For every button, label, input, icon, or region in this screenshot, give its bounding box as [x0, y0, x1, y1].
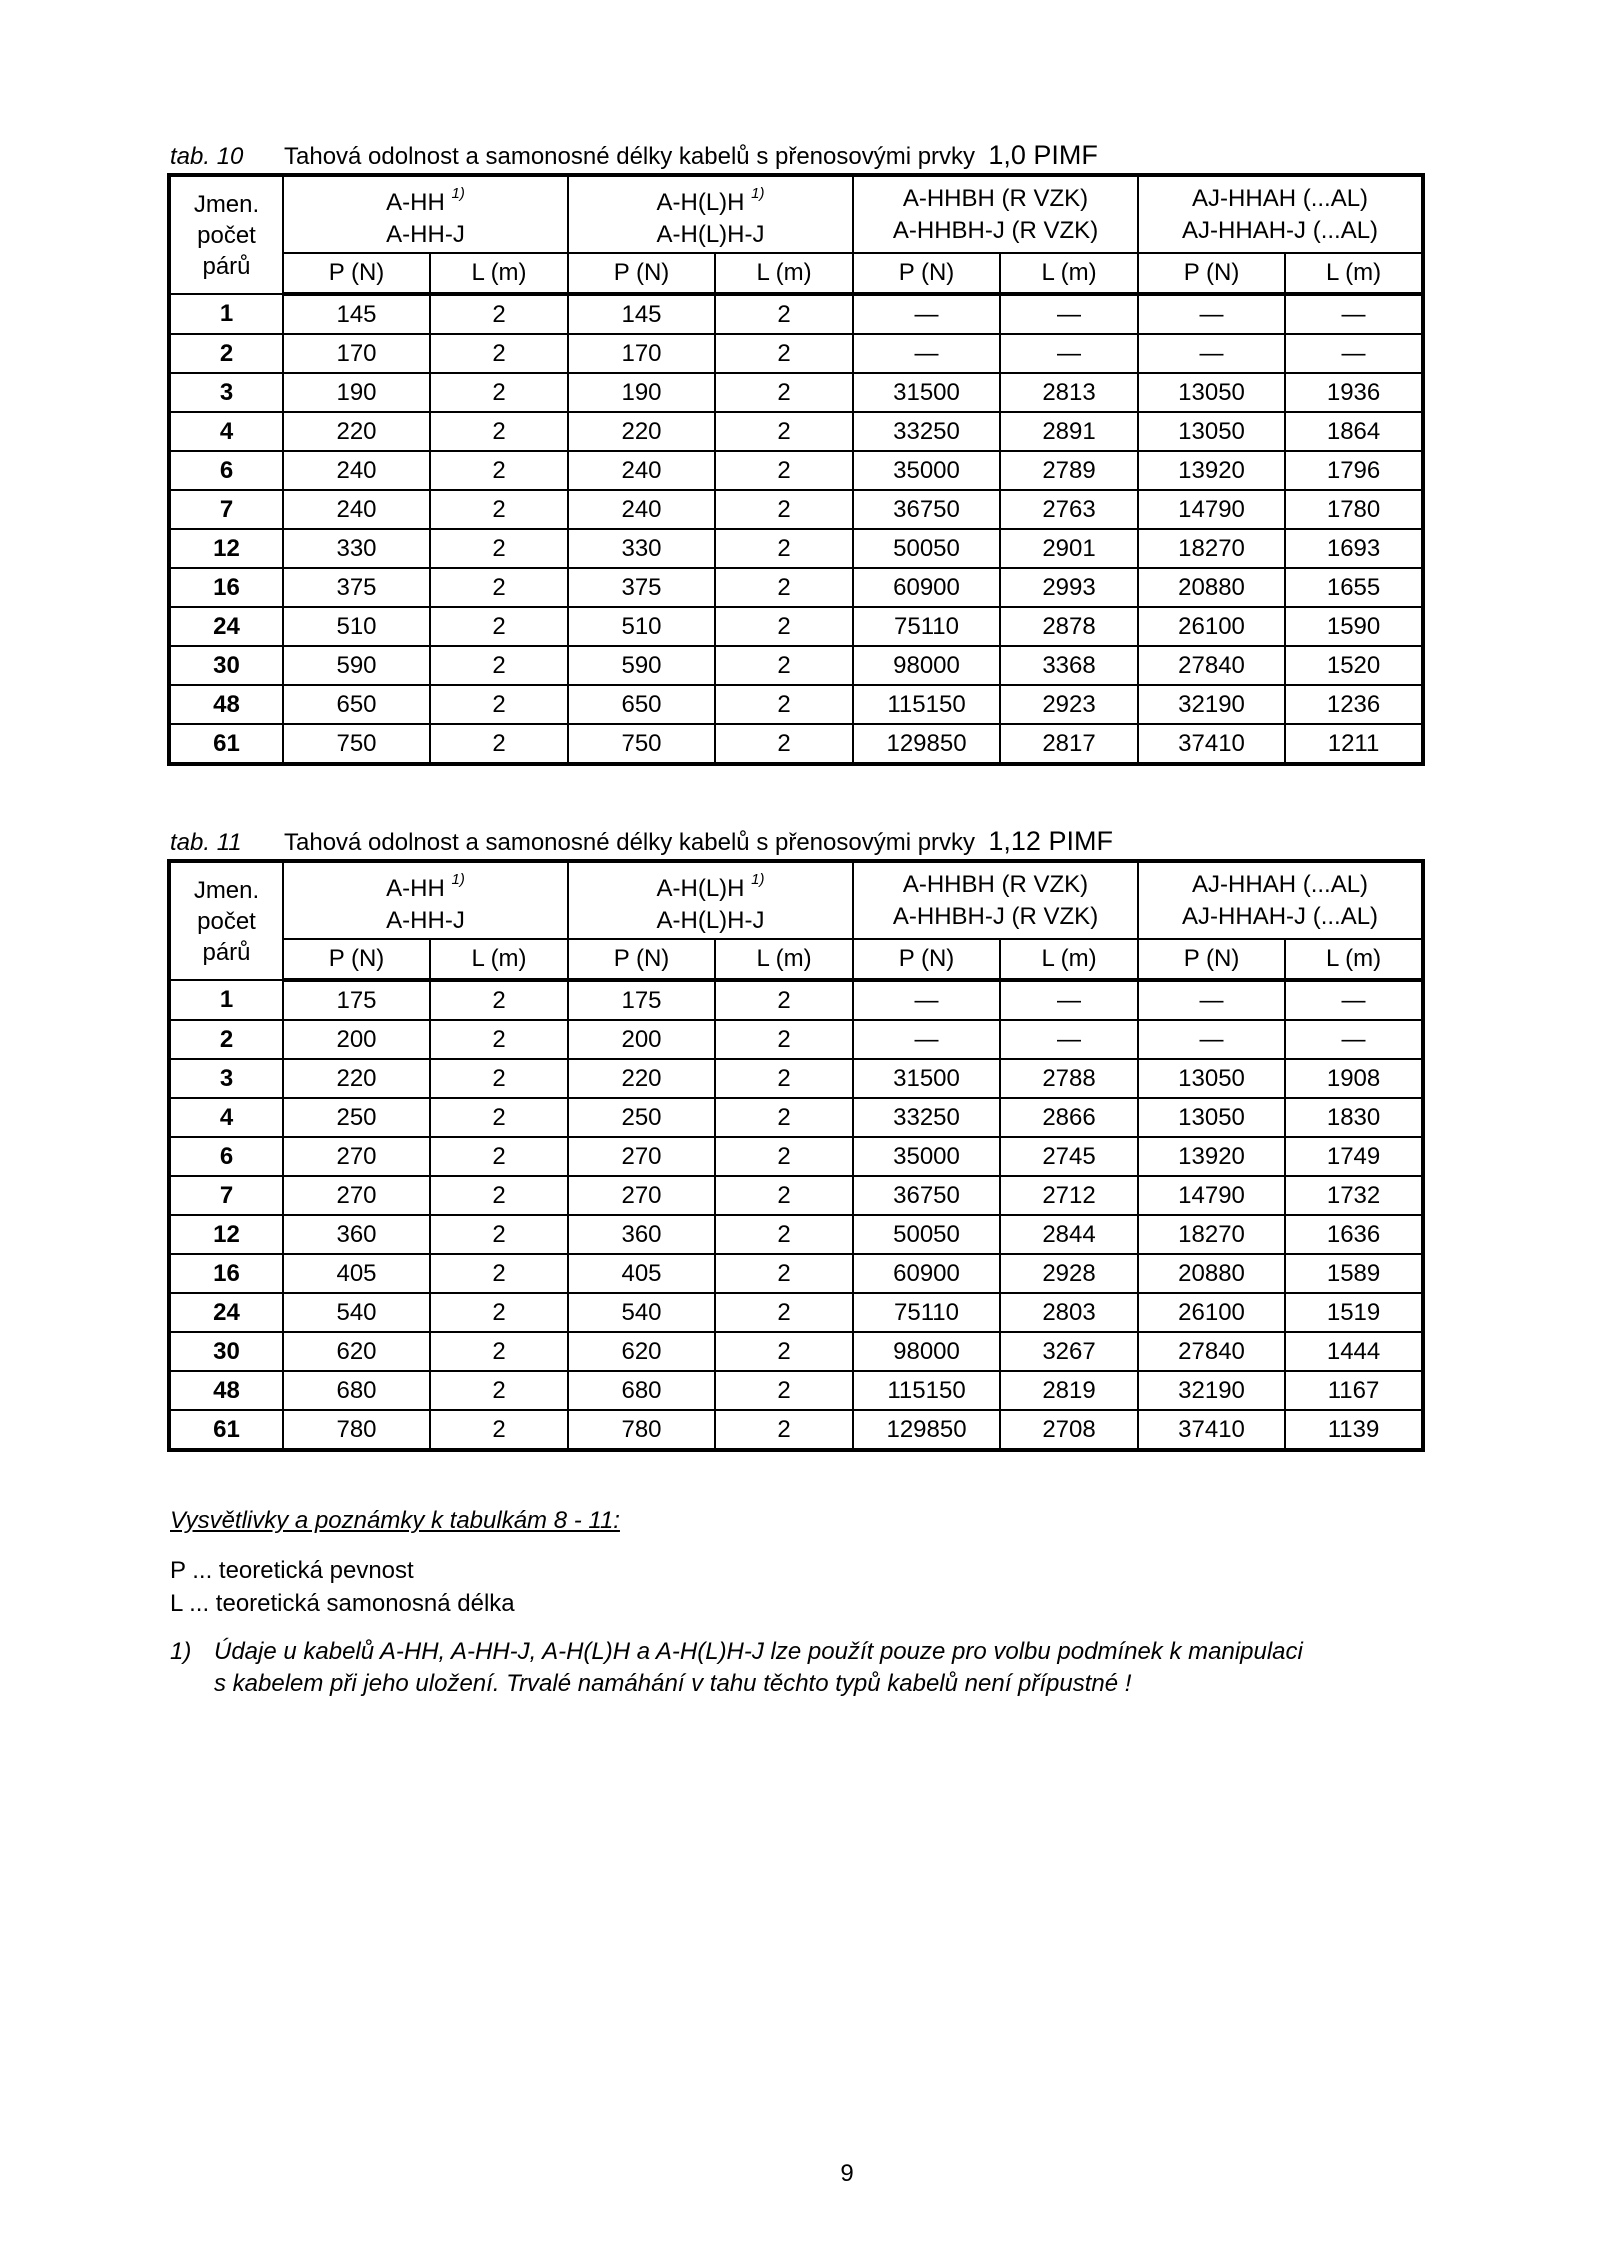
- table-row: [169, 373, 1423, 412]
- force-cell: 750: [568, 724, 715, 764]
- cable-type-header: A-H(L)H $^{1)}$ A-H(L)H-J: [568, 175, 853, 253]
- length-cell: —: [1000, 294, 1138, 334]
- table-row: [169, 334, 1423, 373]
- length-cell: 2993: [1000, 568, 1138, 607]
- length-cell: 2: [715, 1059, 853, 1098]
- force-cell: 405: [568, 1254, 715, 1293]
- length-cell: 2928: [1000, 1254, 1138, 1293]
- cable-table-11: [167, 859, 1425, 1452]
- force-cell: 375: [568, 568, 715, 607]
- length-cell: 2: [715, 490, 853, 529]
- pair-count-cell: 3: [169, 373, 283, 412]
- length-cell: 2844: [1000, 1215, 1138, 1254]
- force-cell: 330: [568, 529, 715, 568]
- force-cell: 32190: [1138, 685, 1285, 724]
- column-header-l: L (m): [715, 939, 853, 980]
- length-cell: 2: [430, 1098, 568, 1137]
- length-cell: —: [1285, 1020, 1423, 1059]
- force-cell: 35000: [853, 1137, 1000, 1176]
- length-cell: 2: [715, 529, 853, 568]
- length-cell: 2: [430, 1371, 568, 1410]
- table-row: [169, 1059, 1423, 1098]
- length-cell: 2: [430, 1254, 568, 1293]
- force-cell: 50050: [853, 1215, 1000, 1254]
- note-l: L ... teoretická samonosná délka: [170, 1590, 515, 1617]
- length-cell: 2866: [1000, 1098, 1138, 1137]
- footnote-line: s kabelem při jeho uložení. Trvalé namáhání v tahu těchto typů kabelů není přípustné !: [214, 1670, 1132, 1697]
- force-cell: 240: [568, 451, 715, 490]
- length-cell: 1444: [1285, 1332, 1423, 1371]
- column-header-p: P (N): [283, 939, 430, 980]
- force-cell: 650: [568, 685, 715, 724]
- force-cell: 18270: [1138, 529, 1285, 568]
- force-cell: 115150: [853, 685, 1000, 724]
- force-cell: 20880: [1138, 568, 1285, 607]
- table-row: [169, 568, 1423, 607]
- force-cell: 750: [283, 724, 430, 764]
- table-row: [169, 490, 1423, 529]
- pair-count-cell: 3: [169, 1059, 283, 1098]
- force-cell: 405: [283, 1254, 430, 1293]
- column-header-p: P (N): [283, 253, 430, 294]
- column-header-l: L (m): [430, 939, 568, 980]
- length-cell: 2803: [1000, 1293, 1138, 1332]
- length-cell: 2: [430, 412, 568, 451]
- column-header-p: P (N): [853, 939, 1000, 980]
- length-cell: 2: [430, 529, 568, 568]
- force-cell: 98000: [853, 1332, 1000, 1371]
- force-cell: 75110: [853, 607, 1000, 646]
- length-cell: 2: [430, 490, 568, 529]
- force-cell: 360: [568, 1215, 715, 1254]
- force-cell: 18270: [1138, 1215, 1285, 1254]
- pair-count-cell: 24: [169, 1293, 283, 1332]
- pair-count-cell: 16: [169, 1254, 283, 1293]
- column-header-l: L (m): [715, 253, 853, 294]
- pair-count-cell: 48: [169, 685, 283, 724]
- pair-count-cell: 2: [169, 1020, 283, 1059]
- force-cell: 37410: [1138, 724, 1285, 764]
- force-cell: 590: [283, 646, 430, 685]
- length-cell: 2: [715, 373, 853, 412]
- column-header-p: P (N): [1138, 253, 1285, 294]
- table-caption-text: Tahová odolnost a samonosné délky kabelů s přenosovými prvky: [284, 143, 976, 170]
- footnote-line: Údaje u kabelů A-HH, A-HH-J, A-H(L)H a A-H(L)H-J lze použít pouze pro volbu podmínek k manipulaci: [214, 1638, 1303, 1665]
- force-cell: —: [1138, 980, 1285, 1020]
- force-cell: 35000: [853, 451, 1000, 490]
- force-cell: 590: [568, 646, 715, 685]
- force-cell: 190: [283, 373, 430, 412]
- table-row: [169, 980, 1423, 1020]
- length-cell: 2: [430, 607, 568, 646]
- force-cell: 200: [283, 1020, 430, 1059]
- force-cell: 14790: [1138, 1176, 1285, 1215]
- length-cell: 2: [430, 1020, 568, 1059]
- force-cell: 220: [568, 412, 715, 451]
- table-caption-text: Tahová odolnost a samonosné délky kabelů s přenosovými prvky: [284, 829, 976, 856]
- pair-count-cell: 12: [169, 529, 283, 568]
- force-cell: 220: [283, 1059, 430, 1098]
- note-p: P ... teoretická pevnost: [170, 1557, 414, 1584]
- length-cell: 2891: [1000, 412, 1138, 451]
- force-cell: 175: [568, 980, 715, 1020]
- table-row: [169, 1254, 1423, 1293]
- length-cell: 2: [430, 724, 568, 764]
- force-cell: 510: [568, 607, 715, 646]
- length-cell: 2: [715, 412, 853, 451]
- force-cell: 27840: [1138, 646, 1285, 685]
- force-cell: 240: [283, 490, 430, 529]
- cable-type-header: A-HHBH (R VZK) A-HHBH-J (R VZK): [853, 175, 1138, 253]
- length-cell: 2: [430, 1293, 568, 1332]
- force-cell: 145: [568, 294, 715, 334]
- length-cell: —: [1285, 294, 1423, 334]
- force-cell: 680: [568, 1371, 715, 1410]
- force-cell: 33250: [853, 412, 1000, 451]
- cable-type-header: A-H(L)H $^{1)}$ A-H(L)H-J: [568, 861, 853, 939]
- table-label: tab. 11: [170, 829, 242, 856]
- pair-count-cell: 48: [169, 1371, 283, 1410]
- length-cell: 2: [715, 568, 853, 607]
- length-cell: 2: [430, 568, 568, 607]
- length-cell: —: [1000, 334, 1138, 373]
- length-cell: 2: [715, 1293, 853, 1332]
- force-cell: 780: [283, 1410, 430, 1450]
- force-cell: 33250: [853, 1098, 1000, 1137]
- cable-type-header: A-HHBH (R VZK) A-HHBH-J (R VZK): [853, 861, 1138, 939]
- force-cell: 13920: [1138, 451, 1285, 490]
- length-cell: 2: [715, 1098, 853, 1137]
- force-cell: 220: [568, 1059, 715, 1098]
- force-cell: 60900: [853, 568, 1000, 607]
- column-header-l: L (m): [430, 253, 568, 294]
- table-row: [169, 529, 1423, 568]
- force-cell: 620: [568, 1332, 715, 1371]
- force-cell: 13050: [1138, 412, 1285, 451]
- column-header-p: P (N): [568, 939, 715, 980]
- length-cell: 2: [430, 1176, 568, 1215]
- length-cell: 2: [430, 1137, 568, 1176]
- column-header-l: L (m): [1000, 939, 1138, 980]
- length-cell: 1908: [1285, 1059, 1423, 1098]
- force-cell: 13050: [1138, 1059, 1285, 1098]
- force-cell: 13920: [1138, 1137, 1285, 1176]
- pair-count-cell: 4: [169, 412, 283, 451]
- table-row: [169, 607, 1423, 646]
- force-cell: 170: [283, 334, 430, 373]
- force-cell: —: [1138, 294, 1285, 334]
- length-cell: 2: [715, 724, 853, 764]
- length-cell: 2: [715, 685, 853, 724]
- length-cell: 2: [430, 646, 568, 685]
- force-cell: 20880: [1138, 1254, 1285, 1293]
- length-cell: 1211: [1285, 724, 1423, 764]
- force-cell: —: [853, 1020, 1000, 1059]
- cable-type-header: AJ-HHAH (...AL) AJ-HHAH-J (...AL): [1138, 175, 1423, 253]
- length-cell: 2: [430, 451, 568, 490]
- pair-count-cell: 61: [169, 1410, 283, 1450]
- force-cell: 270: [568, 1137, 715, 1176]
- length-cell: 2923: [1000, 685, 1138, 724]
- force-cell: 175: [283, 980, 430, 1020]
- force-cell: —: [853, 294, 1000, 334]
- length-cell: 2763: [1000, 490, 1138, 529]
- force-cell: 190: [568, 373, 715, 412]
- length-cell: 2: [715, 607, 853, 646]
- pair-count-cell: 6: [169, 451, 283, 490]
- length-cell: 2708: [1000, 1410, 1138, 1450]
- length-cell: 2: [715, 294, 853, 334]
- force-cell: 27840: [1138, 1332, 1285, 1371]
- length-cell: —: [1285, 980, 1423, 1020]
- column-header-l: L (m): [1285, 253, 1423, 294]
- table-caption: [170, 826, 1113, 857]
- length-cell: 2819: [1000, 1371, 1138, 1410]
- force-cell: 26100: [1138, 1293, 1285, 1332]
- column-header-l: L (m): [1285, 939, 1423, 980]
- force-cell: 37410: [1138, 1410, 1285, 1450]
- force-cell: 620: [283, 1332, 430, 1371]
- length-cell: 2: [715, 1020, 853, 1059]
- force-cell: 31500: [853, 373, 1000, 412]
- footnote-number: 1): [170, 1638, 192, 1665]
- force-cell: 145: [283, 294, 430, 334]
- length-cell: 2817: [1000, 724, 1138, 764]
- pair-count-cell: 1: [169, 980, 283, 1020]
- force-cell: 31500: [853, 1059, 1000, 1098]
- length-cell: 1636: [1285, 1215, 1423, 1254]
- length-cell: 2: [715, 1410, 853, 1450]
- force-cell: 680: [283, 1371, 430, 1410]
- length-cell: 1589: [1285, 1254, 1423, 1293]
- length-cell: 2: [715, 1371, 853, 1410]
- length-cell: 1520: [1285, 646, 1423, 685]
- force-cell: 270: [283, 1176, 430, 1215]
- table-row: [169, 1137, 1423, 1176]
- force-cell: 250: [568, 1098, 715, 1137]
- page-number: 9: [840, 2160, 854, 2187]
- force-cell: 220: [283, 412, 430, 451]
- pair-count-cell: 30: [169, 646, 283, 685]
- table-row: [169, 412, 1423, 451]
- pair-count-cell: 16: [169, 568, 283, 607]
- length-cell: 2878: [1000, 607, 1138, 646]
- table-row: [169, 1020, 1423, 1059]
- pair-count-cell: 6: [169, 1137, 283, 1176]
- length-cell: 1936: [1285, 373, 1423, 412]
- table-row: [169, 1371, 1423, 1410]
- length-cell: 2: [430, 334, 568, 373]
- force-cell: 170: [568, 334, 715, 373]
- force-cell: 360: [283, 1215, 430, 1254]
- length-cell: 1139: [1285, 1410, 1423, 1450]
- notes-title: Vysvětlivky a poznámky k tabulkám 8 - 11:: [170, 1507, 620, 1534]
- length-cell: 3368: [1000, 646, 1138, 685]
- length-cell: 2789: [1000, 451, 1138, 490]
- force-cell: 129850: [853, 724, 1000, 764]
- pair-count-cell: 61: [169, 724, 283, 764]
- table-caption: [170, 140, 1098, 171]
- length-cell: 2: [715, 980, 853, 1020]
- length-cell: 2: [715, 451, 853, 490]
- force-cell: —: [853, 334, 1000, 373]
- pair-count-cell: 7: [169, 1176, 283, 1215]
- force-cell: 270: [568, 1176, 715, 1215]
- table-row: [169, 685, 1423, 724]
- force-cell: 36750: [853, 1176, 1000, 1215]
- length-cell: 2: [430, 1332, 568, 1371]
- length-cell: 1655: [1285, 568, 1423, 607]
- pair-count-cell: 24: [169, 607, 283, 646]
- force-cell: —: [853, 980, 1000, 1020]
- length-cell: 2: [430, 373, 568, 412]
- force-cell: 240: [283, 451, 430, 490]
- force-cell: 270: [283, 1137, 430, 1176]
- pair-count-cell: 12: [169, 1215, 283, 1254]
- force-cell: 50050: [853, 529, 1000, 568]
- table-row: [169, 1098, 1423, 1137]
- length-cell: 2: [715, 1176, 853, 1215]
- length-cell: 2: [715, 1254, 853, 1293]
- force-cell: 13050: [1138, 1098, 1285, 1137]
- force-cell: 250: [283, 1098, 430, 1137]
- force-cell: 540: [283, 1293, 430, 1332]
- length-cell: 1796: [1285, 451, 1423, 490]
- cable-type-header: A-HH $^{1)}$ A-HH-J: [283, 175, 568, 253]
- force-cell: 510: [283, 607, 430, 646]
- force-cell: 375: [283, 568, 430, 607]
- length-cell: 2813: [1000, 373, 1138, 412]
- length-cell: 1780: [1285, 490, 1423, 529]
- table-row: [169, 1176, 1423, 1215]
- length-cell: 1167: [1285, 1371, 1423, 1410]
- table-caption-suffix: 1,0 PIMF: [988, 140, 1098, 170]
- length-cell: 2: [715, 646, 853, 685]
- force-cell: 129850: [853, 1410, 1000, 1450]
- length-cell: 2901: [1000, 529, 1138, 568]
- force-cell: 13050: [1138, 373, 1285, 412]
- length-cell: 2: [715, 1215, 853, 1254]
- table-row: [169, 294, 1423, 334]
- length-cell: 2: [430, 1059, 568, 1098]
- pair-count-cell: 30: [169, 1332, 283, 1371]
- table-row: [169, 1332, 1423, 1371]
- length-cell: 2788: [1000, 1059, 1138, 1098]
- length-cell: —: [1000, 1020, 1138, 1059]
- force-cell: —: [1138, 1020, 1285, 1059]
- length-cell: 1693: [1285, 529, 1423, 568]
- length-cell: 2: [430, 294, 568, 334]
- pair-count-header: Jmen. počet párů: [169, 861, 283, 980]
- column-header-p: P (N): [853, 253, 1000, 294]
- length-cell: 3267: [1000, 1332, 1138, 1371]
- length-cell: 1519: [1285, 1293, 1423, 1332]
- table-row: [169, 451, 1423, 490]
- force-cell: 330: [283, 529, 430, 568]
- force-cell: 650: [283, 685, 430, 724]
- force-cell: 32190: [1138, 1371, 1285, 1410]
- table-row: [169, 724, 1423, 764]
- force-cell: 240: [568, 490, 715, 529]
- pair-count-cell: 2: [169, 334, 283, 373]
- cable-table-10: [167, 173, 1425, 766]
- length-cell: 1864: [1285, 412, 1423, 451]
- table-label: tab. 10: [170, 143, 244, 170]
- table-caption-suffix: 1,12 PIMF: [988, 826, 1113, 856]
- table-row: [169, 646, 1423, 685]
- length-cell: 2: [430, 980, 568, 1020]
- length-cell: 2: [715, 334, 853, 373]
- length-cell: —: [1000, 980, 1138, 1020]
- table-row: [169, 1410, 1423, 1450]
- pair-count-cell: 7: [169, 490, 283, 529]
- length-cell: 1732: [1285, 1176, 1423, 1215]
- force-cell: 26100: [1138, 607, 1285, 646]
- table-row: [169, 1215, 1423, 1254]
- length-cell: 1749: [1285, 1137, 1423, 1176]
- length-cell: 2: [715, 1332, 853, 1371]
- pair-count-cell: 1: [169, 294, 283, 334]
- force-cell: 75110: [853, 1293, 1000, 1332]
- force-cell: 60900: [853, 1254, 1000, 1293]
- table-row: [169, 1293, 1423, 1332]
- column-header-p: P (N): [1138, 939, 1285, 980]
- length-cell: 2745: [1000, 1137, 1138, 1176]
- force-cell: 14790: [1138, 490, 1285, 529]
- length-cell: 1236: [1285, 685, 1423, 724]
- pair-count-header: Jmen. počet párů: [169, 175, 283, 294]
- length-cell: 2: [430, 1410, 568, 1450]
- force-cell: —: [1138, 334, 1285, 373]
- force-cell: 36750: [853, 490, 1000, 529]
- length-cell: 2: [430, 1215, 568, 1254]
- column-header-l: L (m): [1000, 253, 1138, 294]
- force-cell: 200: [568, 1020, 715, 1059]
- force-cell: 540: [568, 1293, 715, 1332]
- column-header-p: P (N): [568, 253, 715, 294]
- length-cell: —: [1285, 334, 1423, 373]
- length-cell: 2: [715, 1137, 853, 1176]
- length-cell: 2712: [1000, 1176, 1138, 1215]
- footnote: [170, 1636, 1510, 1700]
- force-cell: 98000: [853, 646, 1000, 685]
- cable-type-header: AJ-HHAH (...AL) AJ-HHAH-J (...AL): [1138, 861, 1423, 939]
- length-cell: 1830: [1285, 1098, 1423, 1137]
- pair-count-cell: 4: [169, 1098, 283, 1137]
- force-cell: 780: [568, 1410, 715, 1450]
- force-cell: 115150: [853, 1371, 1000, 1410]
- length-cell: 2: [430, 685, 568, 724]
- length-cell: 1590: [1285, 607, 1423, 646]
- cable-type-header: A-HH $^{1)}$ A-HH-J: [283, 861, 568, 939]
